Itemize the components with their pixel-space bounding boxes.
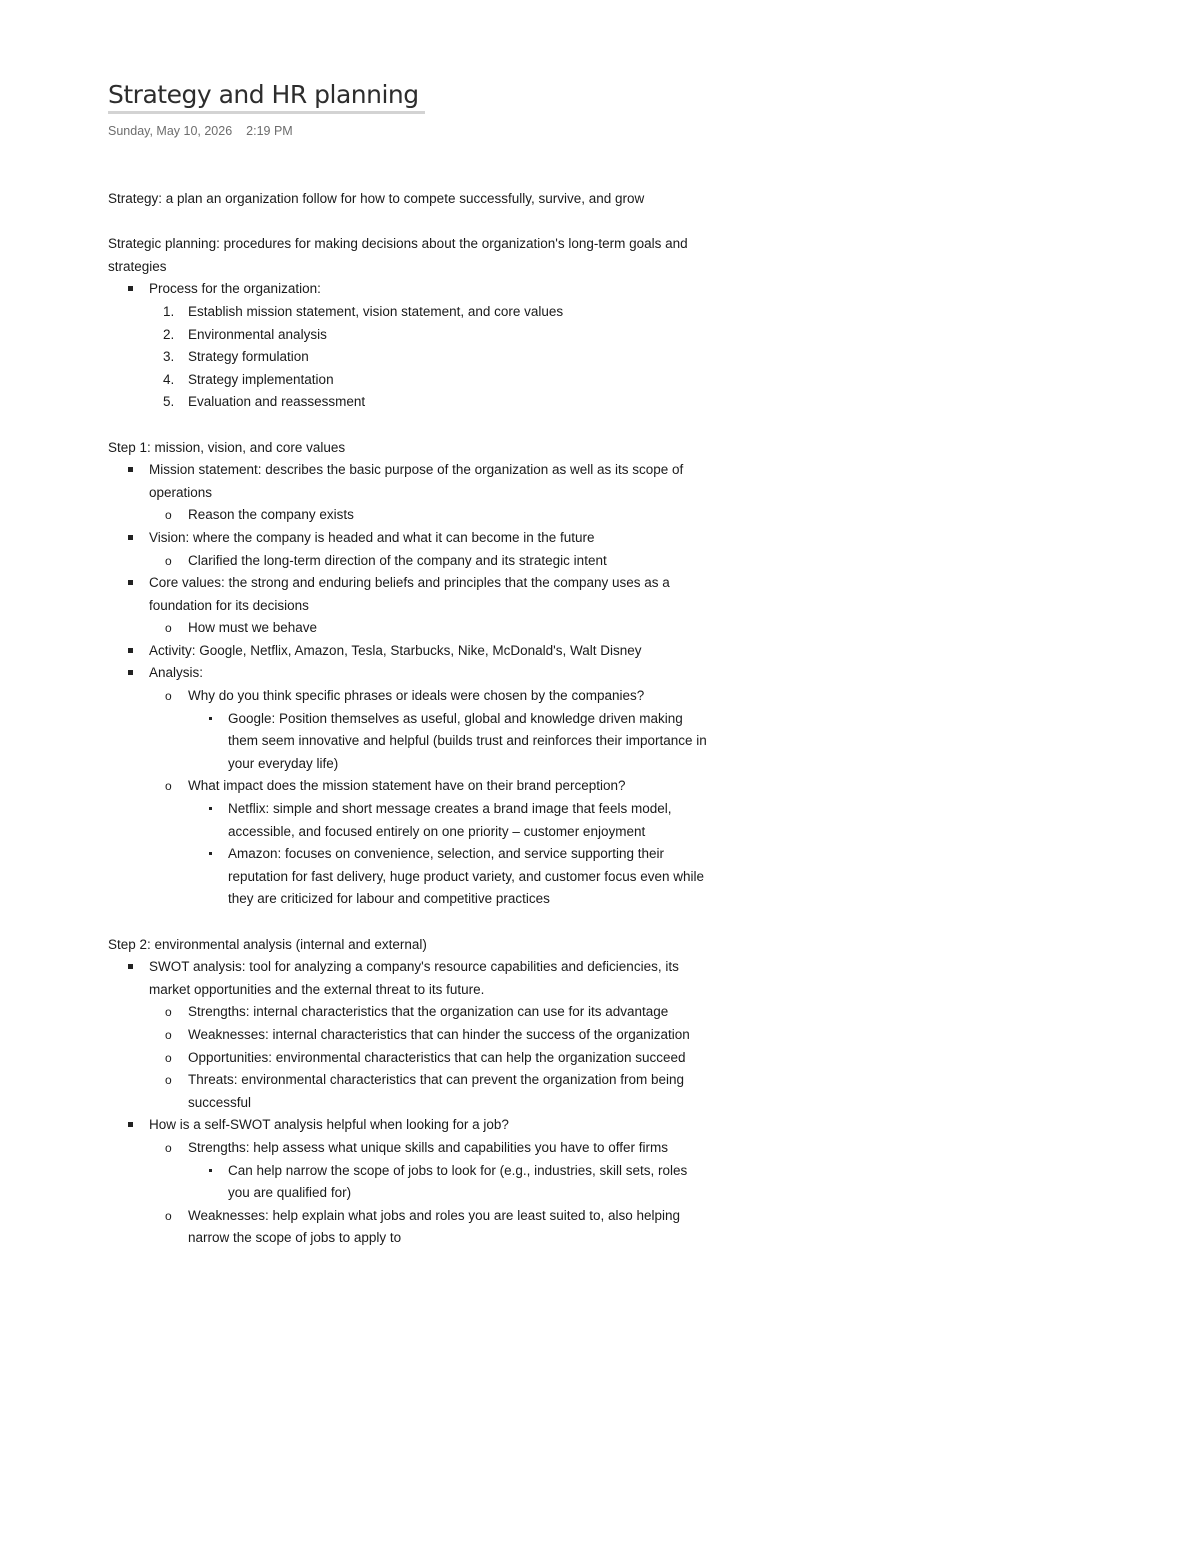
circle-bullet-icon: o (165, 621, 172, 636)
square-bullet-icon (128, 1122, 133, 1127)
note-page (108, 80, 708, 1250)
netflix-answer: Netflix: simple and short message creates a brand image that feels model, accessible, and focused entirely on one priority – customer enjoyment (228, 801, 672, 839)
note-timestamp (108, 124, 708, 138)
vision-item: Vision: where the company is headed and what it can become in the future (149, 529, 595, 545)
analysis-question: What impact does the mission statement have on their brand perception? (188, 778, 626, 794)
list-item (149, 775, 708, 911)
amazon-answer: Amazon: focuses on convenience, selection, and service supporting their reputation for fast delivery, huge product variety, and customer focus even while they are criticized for labour and competitive practices (228, 846, 705, 907)
strategy-definition: Strategy: a plan an organization follow for how to compete successfully, survive, and grow (108, 191, 645, 206)
list-item (108, 640, 708, 663)
step2-heading: Step 2: environmental analysis (internal and external) (108, 936, 427, 952)
self-weaknesses: Weaknesses: help explain what jobs and roles you are least suited to, also helping narrow the scope of jobs to apply to (188, 1207, 681, 1246)
list-item (149, 324, 708, 347)
process-list (108, 278, 708, 414)
process-label: Process for the organization: (149, 281, 321, 297)
list-item (188, 1160, 708, 1205)
square-bullet-icon (128, 286, 133, 291)
self-swot-item: How is a self-SWOT analysis helpful when looking for a job? (149, 1117, 509, 1133)
core-values-item: Core values: the strong and enduring beliefs and principles that the company uses as a foundation for its decisions (149, 575, 670, 613)
circle-bullet-icon: o (165, 508, 172, 523)
list-item (149, 391, 708, 414)
list-item (108, 278, 708, 414)
square-bullet-icon (128, 535, 133, 540)
list-item (149, 1137, 708, 1205)
list-item (149, 301, 708, 324)
core-values-sub: How must we behave (188, 620, 318, 636)
circle-bullet-icon: o (165, 1050, 172, 1065)
circle-bullet-icon: o (165, 1073, 172, 1088)
vision-sub: Clarified the long-term direction of the company and its strategic intent (188, 552, 607, 568)
list-item (149, 369, 708, 392)
google-answer: Google: Position themselves as useful, global and knowledge driven making them seem innovative and helpful (builds trust and reinforces their importance in your everyday life) (228, 710, 707, 771)
strategic-planning-definition: Strategic planning: procedures for making decisions about the organization's long-term goals and strategies (108, 236, 688, 274)
step-number: 3. (163, 349, 175, 365)
page-title[interactable]: Strategy and HR planning (108, 80, 425, 114)
activity-item: Activity: Google, Netflix, Amazon, Tesla, Starbucks, Nike, McDonald's, Walt Disney (149, 642, 642, 658)
list-item (108, 572, 708, 640)
circle-bullet-icon: o (165, 1140, 172, 1155)
swot-opportunities: Opportunities: environmental characteristics that can help the organization succeed (188, 1049, 686, 1065)
list-item (188, 708, 708, 776)
list-item (188, 798, 708, 843)
small-square-bullet-icon (209, 1169, 212, 1172)
analysis-item: Analysis: (149, 665, 204, 681)
square-bullet-icon (128, 467, 133, 472)
list-item (149, 1069, 708, 1114)
list-item (149, 1047, 708, 1070)
analysis-question: Why do you think specific phrases or ideals were chosen by the companies? (188, 688, 645, 704)
list-item (108, 1114, 708, 1250)
swot-strengths: Strengths: internal characteristics that the organization can use for its advantage (188, 1004, 669, 1020)
list-item (149, 1205, 708, 1250)
small-square-bullet-icon (209, 852, 212, 855)
note-time: 2:19 PM (246, 124, 293, 138)
process-steps (149, 301, 708, 414)
step-text: Evaluation and reassessment (188, 394, 366, 410)
list-item (149, 504, 708, 527)
step2-list (108, 956, 708, 1250)
list-item (149, 346, 708, 369)
step-text: Establish mission statement, vision statement, and core values (188, 303, 564, 319)
circle-bullet-icon: o (165, 553, 172, 568)
step-number: 5. (163, 394, 175, 410)
step-number: 4. (163, 371, 175, 387)
mission-item: Mission statement: describes the basic purpose of the organization as well as its scope of operations (149, 462, 684, 500)
small-square-bullet-icon (209, 717, 212, 720)
list-item (108, 527, 708, 572)
self-strengths: Strengths: help assess what unique skills and capabilities you have to offer firms (188, 1139, 669, 1155)
note-body[interactable] (108, 188, 708, 1250)
step-text: Strategy formulation (188, 349, 309, 365)
list-item (149, 685, 708, 775)
circle-bullet-icon: o (165, 689, 172, 704)
circle-bullet-icon: o (165, 1208, 172, 1223)
list-item (149, 550, 708, 573)
self-strengths-sub: Can help narrow the scope of jobs to look for (e.g., industries, skill sets, roles you are qualified for) (228, 1162, 688, 1201)
step-number: 1. (163, 303, 175, 319)
circle-bullet-icon: o (165, 1027, 172, 1042)
swot-threats: Threats: environmental characteristics that can prevent the organization from being successful (188, 1072, 685, 1110)
mission-sub: Reason the company exists (188, 507, 354, 523)
square-bullet-icon (128, 580, 133, 585)
step1-heading: Step 1: mission, vision, and core values (108, 439, 346, 455)
list-item (108, 662, 708, 911)
list-item (149, 1024, 708, 1047)
list-item (149, 617, 708, 640)
swot-weaknesses: Weaknesses: internal characteristics that can hinder the success of the organization (188, 1026, 690, 1042)
step-number: 2. (163, 326, 175, 342)
note-date: Sunday, May 10, 2026 (108, 124, 233, 138)
square-bullet-icon (128, 964, 133, 969)
square-bullet-icon (128, 670, 133, 675)
step1-list (108, 459, 708, 911)
step-text: Strategy implementation (188, 371, 334, 387)
list-item (188, 843, 708, 911)
small-square-bullet-icon (209, 807, 212, 810)
list-item (108, 459, 708, 527)
swot-item: SWOT analysis: tool for analyzing a company's resource capabilities and deficiencies, its market opportunities and the external threat to its future. (149, 959, 679, 997)
list-item (149, 1001, 708, 1024)
circle-bullet-icon: o (165, 1005, 172, 1020)
circle-bullet-icon: o (165, 779, 172, 794)
square-bullet-icon (128, 648, 133, 653)
step-text: Environmental analysis (188, 326, 327, 342)
list-item (108, 956, 708, 1114)
